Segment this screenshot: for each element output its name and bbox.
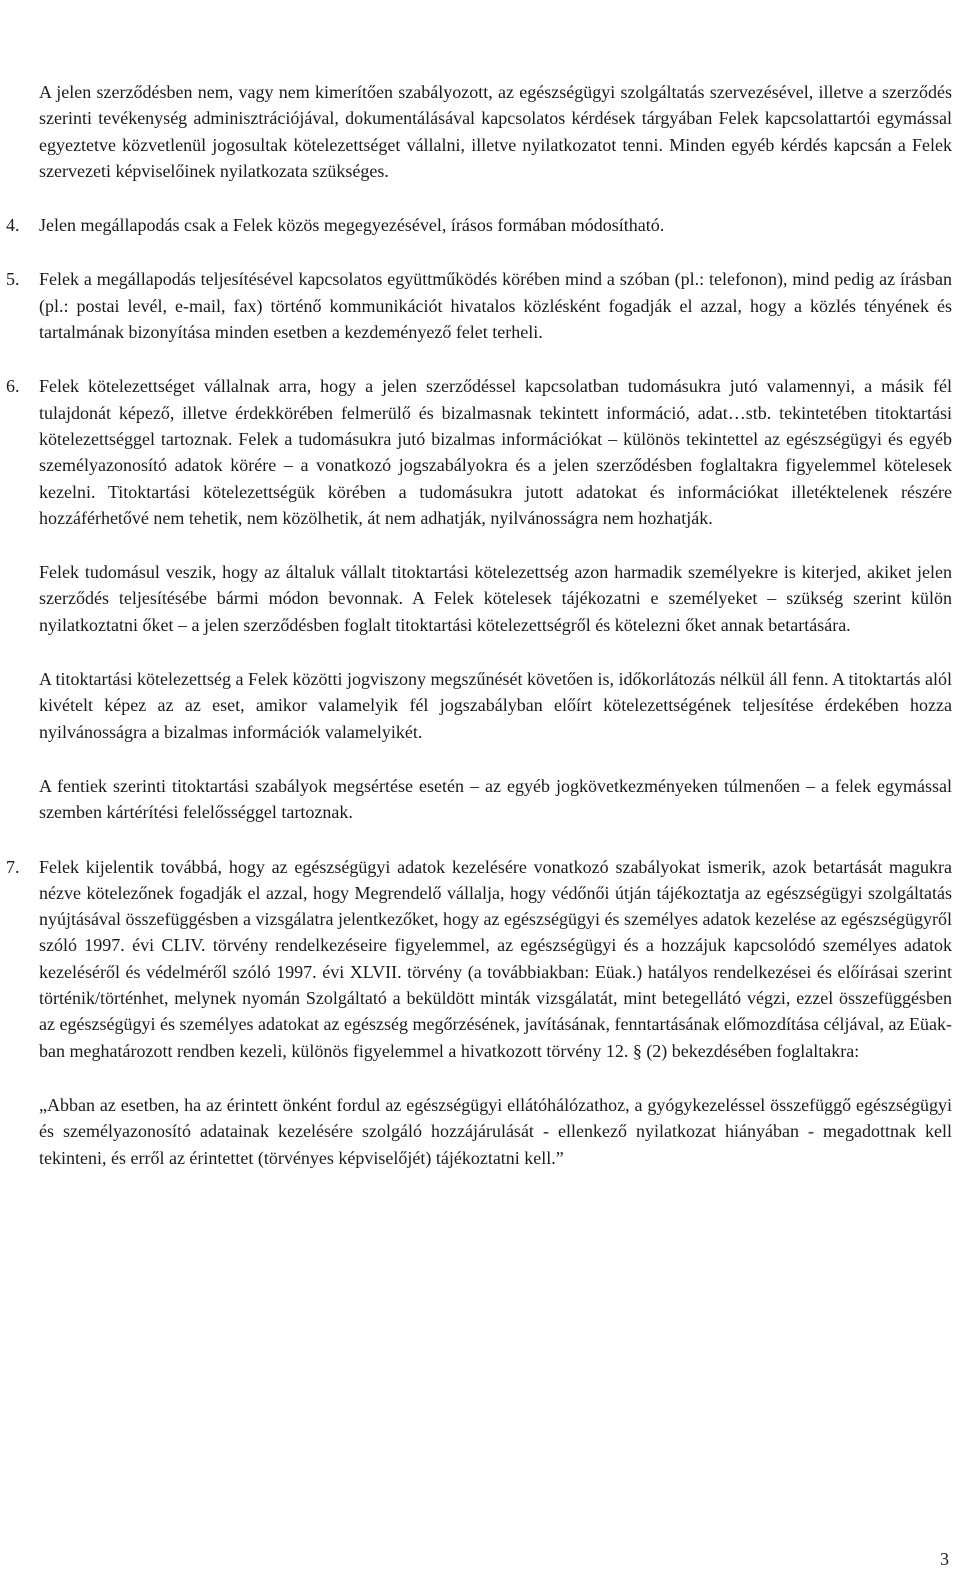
header-label: Szolgáltató részéről: [38, 3, 186, 23]
section-6-text: Felek kötelezettséget vállalnak arra, hogy a jelen szerződéssel kapcsolatban tudomásukra jutó valamennyi, a másik fél tulajdonát képező, illetve érdekkörében felmerülő és bizalmasnak tekintett információ, adat…stb. tekintetében titoktartási kötelezettséggel tartoznak. Felek a tudomásukra jutó bizalmas információkat – különös tekintettel az egészségügyi és egyéb személyazonosító adatok körére – a vonatkozó jogszabályokra és a jelen szerződésben foglaltakra figyelemmel kötelesek kezelni. Titoktartási kötelezettségük körében a tudomásukra jutott adatokat és információkat illetéktelenek részére hozzáférhetővé nem tehetik, nem közölhetik, át nem adhatják, nyilvánosságra nem hozhatják. [39, 376, 952, 528]
section-6-number: 6. [6, 376, 20, 397]
section-4-text: Jelen megállapodás csak a Felek közös megegyezésével, írásos formában módosítható. [39, 215, 665, 236]
section-4 [6, 212, 952, 238]
section-5-text: Felek a megállapodás teljesítésével kapcsolatos együttműködés körében mind a szóban (pl.: telefonon), mind pedig az írásban (pl.: postai levél, e-mail, fax) történő kommunikációt hivatalos közlésként fogadják el azzal, hogy a közlés tényének és tartalmának bizonyítása minden esetben a kezdeményező felet terheli. [39, 269, 952, 343]
header-contact-name: Dr. Kovács Ilona, patológiai osztályvezető [341, 3, 647, 23]
section-7 [6, 854, 952, 1064]
page-header [38, 0, 938, 56]
section-6 [6, 373, 952, 531]
header-contact-phone: Tel.: 30/645-7649 [341, 29, 470, 49]
section-5 [6, 266, 952, 345]
section-5-number: 5. [6, 269, 20, 290]
section-6-paragraph-3: A titoktartási kötelezettség a Felek közötti jogviszony megszűnését követően is, időkorlátozás nélkül áll fenn. A titoktartás alól kivételt képez az az eset, amikor valamelyik fél jogszabályban előírt kötelezettségének teljesítése érdekében hozza nyilvánosságra a bizalmas információk valamelyikét. [39, 669, 952, 742]
section-4-number: 4. [6, 215, 20, 236]
section-7-text: Felek kijelentik továbbá, hogy az egészségügyi adatok kezelésére vonatkozó szabályokat ismerik, azok betartását magukra nézve kötelezőnek fogadják el azzal, hogy Megrendelő vállalja, hogy védőnői útján tájékoztatja az egészségügyi szolgáltatás nyújtásával összefüggésben a vizsgálatra jelentkezőket, hogy az egészségügyi és személyes adatok kezelése az egészségügyről szóló 1997. évi CLIV. törvény rendelkezéseire figyelemmel, az egészségügyi és a hozzájuk kapcsolódó személyes adatok kezeléséről és védelméről szóló 1997. évi XLVII. törvény (a továbbiakban: Eüak.) hatályos rendelkezései és előírásai szerint történik/történhet, melynek nyomán Szolgáltató a beküldött minták vizsgálatát, mint betegellátó végzi, ezzel összefüggésben az egészségügyi és személyes adatokat az egészség megőrzésének, javításának, fenntartásának előmozdítása céljával, az Eüak-ban meghatározott rendben kezeli, különös figyelemmel a hivatkozott törvény 12. § (2) bekezdésében foglaltakra: [39, 856, 952, 1061]
intro-paragraph: A jelen szerződésben nem, vagy nem kimerítően szabályozott, az egészségügyi szolgáltatás szervezésével, illetve a szerződés szerinti tevékenység adminisztrációjával, dokumentálásával kapcsolatos kérdések tárgyában Felek kapcsolattartói egymással egyeztetve közvetlenül jogosultak kötelezettséget vállalni, illetve nyilatkozatot tenni. Minden egyéb kérdés kapcsán a Felek szervezeti képviselőinek nyilatkozata szükséges. [39, 82, 952, 181]
document-body [6, 79, 952, 1171]
page-number: 3 [940, 1549, 949, 1569]
section-7-number: 7. [6, 856, 20, 877]
quoted-law-text: „Abban az esetben, ha az érintett önként fordul az egészségügyi ellátóhálózathoz, a gyógykezeléssel összefüggő egészségügyi és személyazonosító adatainak kezelésére szolgáló hozzájárulását - ellenkező nyilatkozat hiányában - megadottnak kell tekinteni, és erről az érintettet (törvényes képviselőjét) tájékoztatni kell.” [39, 1094, 952, 1168]
section-6-paragraph-2: Felek tudomásul veszik, hogy az általuk vállalt titoktartási kötelezettség azon harmadik személyekre is kiterjed, akiket jelen szerződés teljesítésébe bármi módon bevonnak. A Felek kötelesek tájékozatni e személyeket – szükség szerint külön nyilatkoztatni őket – a jelen szerződésben foglalt titoktartási kötelezettségről és kötelezni őket annak betartására. [39, 562, 952, 635]
section-6-paragraph-4: A fentiek szerinti titoktartási szabályok megsértése esetén – az egyéb jogkövetkezményeken túlmenően – a felek egymással szemben kártérítési felelősséggel tartoznak. [39, 775, 952, 823]
